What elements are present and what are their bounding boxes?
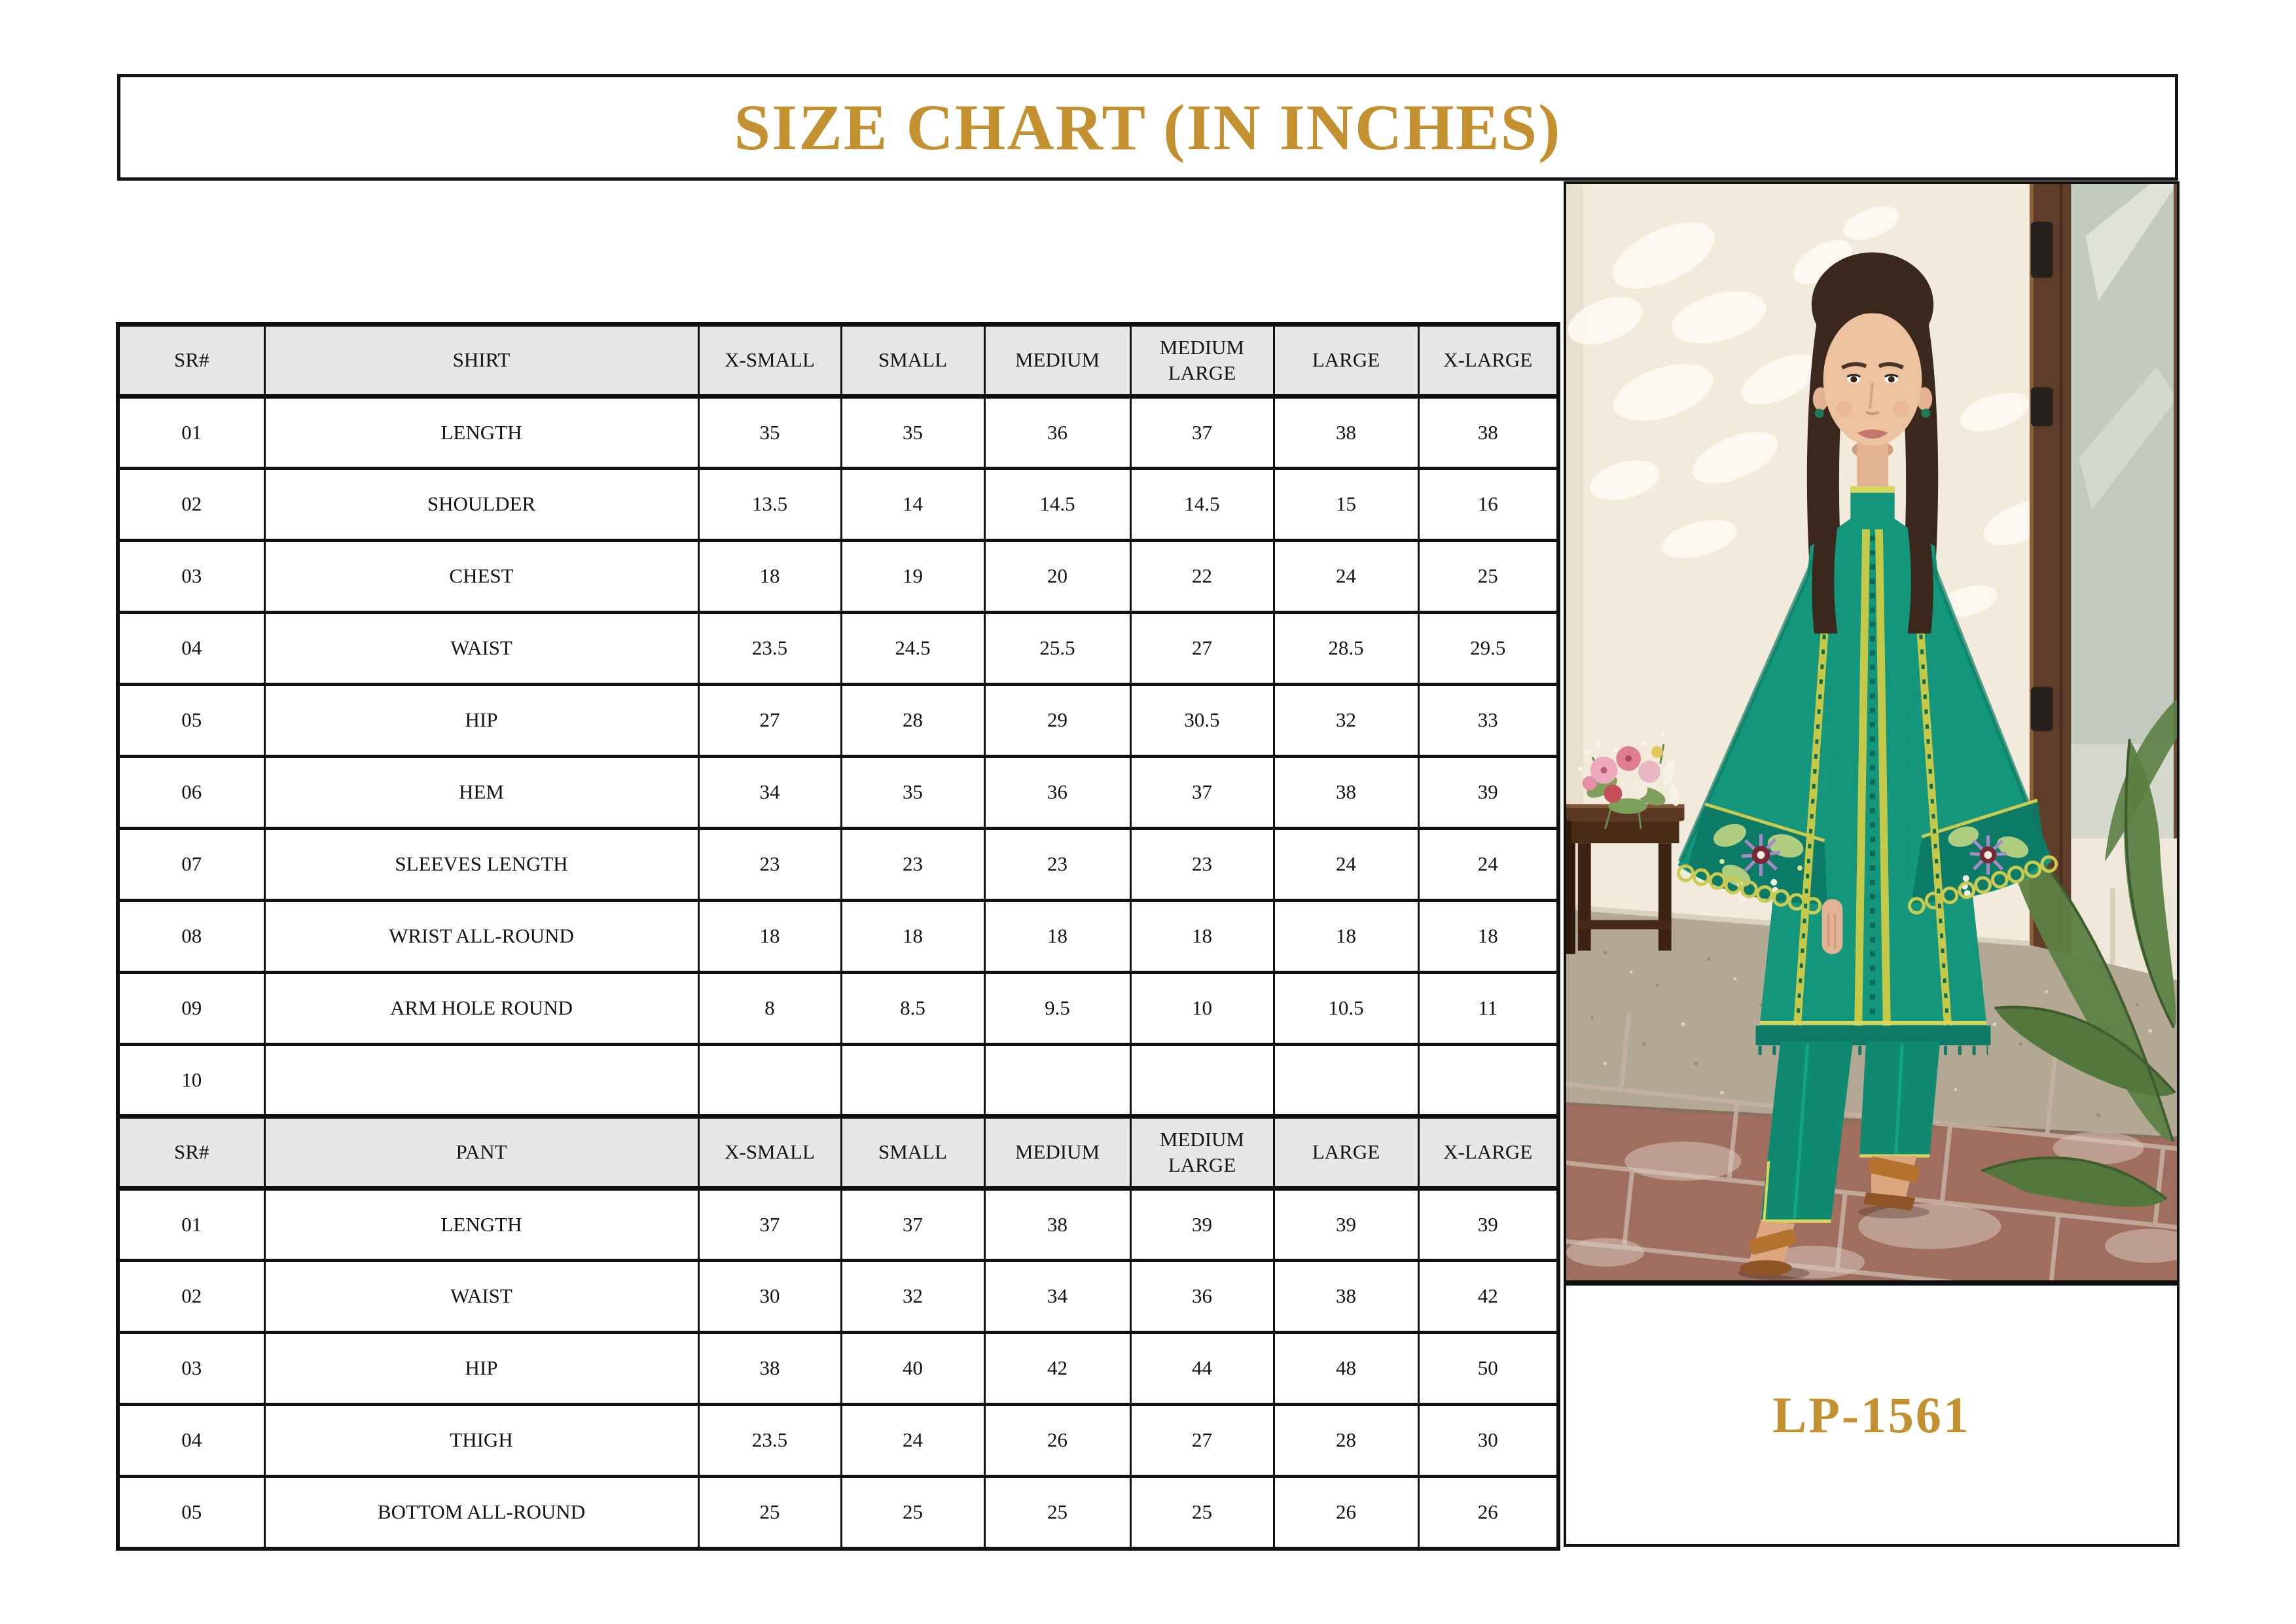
value-cell: 50 — [1418, 1333, 1558, 1405]
sr-cell: 01 — [118, 397, 264, 469]
value-cell: 35 — [698, 397, 841, 469]
value-cell: 28.5 — [1274, 613, 1418, 685]
size-header-small: SMALL — [841, 1117, 984, 1189]
label-cell: ARM HOLE ROUND — [264, 973, 698, 1045]
sr-header: SR# — [118, 1117, 264, 1189]
label-cell: SHOULDER — [264, 469, 698, 541]
label-cell — [264, 1045, 698, 1117]
value-cell: 11 — [1418, 973, 1558, 1045]
value-cell: 27 — [1130, 1405, 1274, 1477]
value-cell: 38 — [698, 1333, 841, 1405]
sr-cell: 07 — [118, 829, 264, 901]
value-cell: 32 — [1274, 685, 1418, 757]
sr-cell: 05 — [118, 1477, 264, 1549]
earring — [1921, 408, 1930, 418]
size-header-medium-large: MEDIUM LARGE — [1130, 325, 1274, 397]
value-cell: 27 — [1130, 613, 1274, 685]
table-row — [118, 469, 1558, 541]
pant-header-row — [118, 1117, 1558, 1189]
value-cell: 24 — [841, 1405, 984, 1477]
value-cell: 23 — [698, 829, 841, 901]
value-cell: 18 — [1418, 901, 1558, 973]
value-cell: 39 — [1130, 1189, 1274, 1261]
value-cell: 25 — [1130, 1477, 1274, 1549]
value-cell: 36 — [1130, 1261, 1274, 1333]
value-cell: 30 — [1418, 1405, 1558, 1477]
value-cell: 26 — [984, 1405, 1130, 1477]
value-cell: 36 — [984, 757, 1130, 829]
table-row — [118, 829, 1558, 901]
value-cell: 38 — [1418, 397, 1558, 469]
sr-cell: 04 — [118, 613, 264, 685]
table-row — [118, 1477, 1558, 1549]
value-cell: 38 — [1274, 1261, 1418, 1333]
product-code: LP-1561 — [1772, 1386, 1971, 1443]
size-table — [116, 322, 1560, 1551]
sr-cell: 08 — [118, 901, 264, 973]
value-cell: 38 — [984, 1189, 1130, 1261]
right-column — [1564, 181, 2179, 1547]
value-cell: 14 — [841, 469, 984, 541]
value-cell — [841, 1045, 984, 1117]
table-row — [118, 1405, 1558, 1477]
value-cell — [1130, 1045, 1274, 1117]
label-cell: THIGH — [264, 1405, 698, 1477]
value-cell — [1274, 1045, 1418, 1117]
size-header-large: LARGE — [1274, 325, 1418, 397]
table-row — [118, 1261, 1558, 1333]
table-row — [118, 757, 1558, 829]
sr-cell: 02 — [118, 469, 264, 541]
value-cell: 37 — [1130, 397, 1274, 469]
value-cell — [1418, 1045, 1558, 1117]
size-header-medium-large: MEDIUM LARGE — [1130, 1117, 1274, 1189]
value-cell: 34 — [984, 1261, 1130, 1333]
label-cell: WAIST — [264, 613, 698, 685]
sr-cell: 03 — [118, 541, 264, 613]
size-header-xsmall: X-SMALL — [698, 1117, 841, 1189]
value-cell: 14.5 — [984, 469, 1130, 541]
sr-cell: 05 — [118, 685, 264, 757]
sr-cell: 01 — [118, 1189, 264, 1261]
sr-cell: 09 — [118, 973, 264, 1045]
value-cell: 39 — [1274, 1189, 1418, 1261]
table-row — [118, 973, 1558, 1045]
value-cell: 20 — [984, 541, 1130, 613]
value-cell: 37 — [698, 1189, 841, 1261]
value-cell: 39 — [1418, 757, 1558, 829]
value-cell: 24 — [1418, 829, 1558, 901]
value-cell: 38 — [1274, 397, 1418, 469]
label-cell: HIP — [264, 1333, 698, 1405]
value-cell: 9.5 — [984, 973, 1130, 1045]
value-cell: 18 — [1130, 901, 1274, 973]
value-cell: 42 — [1418, 1261, 1558, 1333]
value-cell: 14.5 — [1130, 469, 1274, 541]
value-cell: 22 — [1130, 541, 1274, 613]
title-box — [117, 74, 2178, 181]
value-cell: 28 — [841, 685, 984, 757]
pant-header: PANT — [264, 1117, 698, 1189]
label-cell: WAIST — [264, 1261, 698, 1333]
table-row — [118, 901, 1558, 973]
label-cell: HIP — [264, 685, 698, 757]
value-cell: 37 — [1130, 757, 1274, 829]
value-cell: 18 — [984, 901, 1130, 973]
value-cell: 44 — [1130, 1333, 1274, 1405]
value-cell: 10 — [1130, 973, 1274, 1045]
table-row — [118, 541, 1558, 613]
value-cell — [984, 1045, 1130, 1117]
value-cell: 26 — [1274, 1477, 1418, 1549]
size-header-medium: MEDIUM — [984, 1117, 1130, 1189]
model-photo — [1564, 181, 2179, 1283]
size-header-xlarge: X-LARGE — [1418, 325, 1558, 397]
value-cell: 8 — [698, 973, 841, 1045]
value-cell: 8.5 — [841, 973, 984, 1045]
value-cell: 18 — [698, 901, 841, 973]
shirt-header: SHIRT — [264, 325, 698, 397]
value-cell: 32 — [841, 1261, 984, 1333]
value-cell: 25.5 — [984, 613, 1130, 685]
value-cell: 18 — [698, 541, 841, 613]
value-cell: 24 — [1274, 541, 1418, 613]
value-cell: 16 — [1418, 469, 1558, 541]
label-cell: WRIST ALL-ROUND — [264, 901, 698, 973]
product-code-box — [1564, 1283, 2179, 1547]
value-cell: 39 — [1418, 1189, 1558, 1261]
value-cell: 29.5 — [1418, 613, 1558, 685]
label-cell: CHEST — [264, 541, 698, 613]
sr-cell: 04 — [118, 1405, 264, 1477]
value-cell: 34 — [698, 757, 841, 829]
table-row — [118, 1189, 1558, 1261]
size-header-xsmall: X-SMALL — [698, 325, 841, 397]
sr-cell: 03 — [118, 1333, 264, 1405]
value-cell: 30.5 — [1130, 685, 1274, 757]
label-cell: BOTTOM ALL-ROUND — [264, 1477, 698, 1549]
value-cell: 15 — [1274, 469, 1418, 541]
value-cell: 29 — [984, 685, 1130, 757]
value-cell: 18 — [1274, 901, 1418, 973]
value-cell: 25 — [1418, 541, 1558, 613]
earring — [1815, 408, 1824, 418]
value-cell: 25 — [984, 1477, 1130, 1549]
value-cell: 35 — [841, 397, 984, 469]
value-cell: 23.5 — [698, 613, 841, 685]
sr-cell: 02 — [118, 1261, 264, 1333]
table-row — [118, 1045, 1558, 1117]
table-row — [118, 1333, 1558, 1405]
shirt-header-row — [118, 325, 1558, 397]
value-cell: 28 — [1274, 1405, 1418, 1477]
value-cell: 27 — [698, 685, 841, 757]
value-cell: 25 — [698, 1477, 841, 1549]
label-cell: SLEEVES LENGTH — [264, 829, 698, 901]
value-cell: 25 — [841, 1477, 984, 1549]
label-cell: LENGTH — [264, 397, 698, 469]
value-cell: 13.5 — [698, 469, 841, 541]
value-cell: 38 — [1274, 757, 1418, 829]
value-cell: 35 — [841, 757, 984, 829]
size-header-large: LARGE — [1274, 1117, 1418, 1189]
size-header-medium: MEDIUM — [984, 325, 1130, 397]
value-cell: 23 — [984, 829, 1130, 901]
value-cell: 23 — [841, 829, 984, 901]
value-cell: 23.5 — [698, 1405, 841, 1477]
value-cell: 10.5 — [1274, 973, 1418, 1045]
sr-header: SR# — [118, 325, 264, 397]
size-header-xlarge: X-LARGE — [1418, 1117, 1558, 1189]
table-row — [118, 685, 1558, 757]
value-cell: 18 — [841, 901, 984, 973]
label-cell: LENGTH — [264, 1189, 698, 1261]
value-cell — [698, 1045, 841, 1117]
value-cell: 40 — [841, 1333, 984, 1405]
value-cell: 37 — [841, 1189, 984, 1261]
value-cell: 36 — [984, 397, 1130, 469]
size-header-small: SMALL — [841, 325, 984, 397]
value-cell: 23 — [1130, 829, 1274, 901]
model-hand — [1822, 899, 1843, 954]
value-cell: 24.5 — [841, 613, 984, 685]
page-title: SIZE CHART (IN INCHES) — [734, 91, 1562, 164]
value-cell: 26 — [1418, 1477, 1558, 1549]
table-row — [118, 397, 1558, 469]
table-row — [118, 613, 1558, 685]
value-cell: 33 — [1418, 685, 1558, 757]
value-cell: 42 — [984, 1333, 1130, 1405]
value-cell: 24 — [1274, 829, 1418, 901]
value-cell: 30 — [698, 1261, 841, 1333]
sr-cell: 06 — [118, 757, 264, 829]
sr-cell: 10 — [118, 1045, 264, 1117]
value-cell: 48 — [1274, 1333, 1418, 1405]
label-cell: HEM — [264, 757, 698, 829]
value-cell: 19 — [841, 541, 984, 613]
